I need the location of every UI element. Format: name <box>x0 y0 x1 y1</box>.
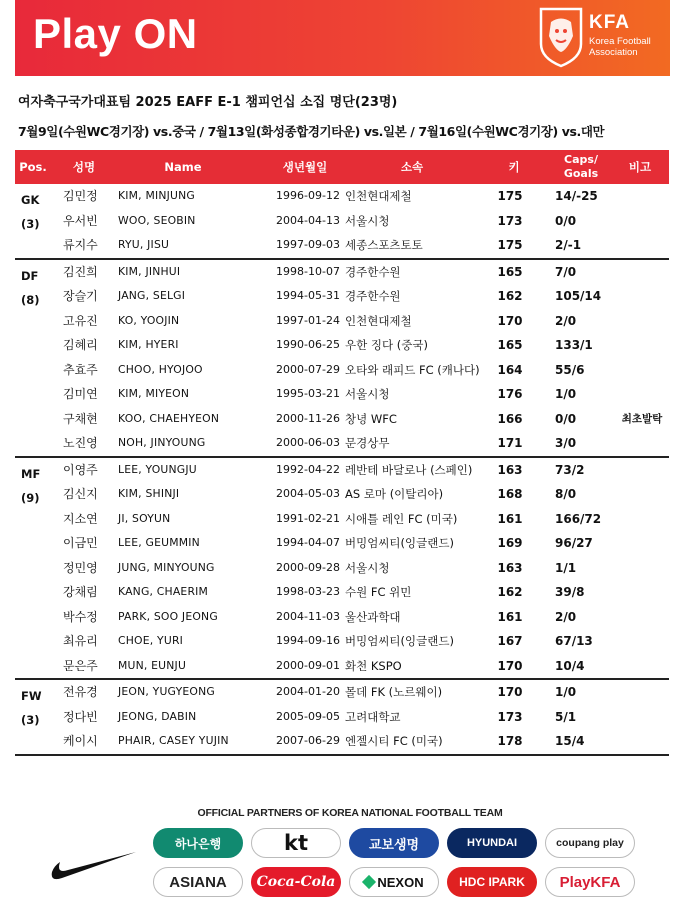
player-caps-goals: 10/4 <box>555 658 585 673</box>
header-pos: Pos. <box>19 160 47 174</box>
player-club: 세종스포츠토토 <box>345 238 423 252</box>
player-english-name: NOH, JINYOUNG <box>118 436 206 449</box>
table-row <box>15 309 669 334</box>
kfa-tiger-shield-icon <box>537 6 585 68</box>
player-note <box>615 233 669 258</box>
table-row <box>15 358 669 383</box>
player-birthdate: 1997-09-03 <box>276 238 340 251</box>
player-club: 인천현대제철 <box>345 189 412 203</box>
position-name: DF <box>21 268 39 283</box>
player-height: 164 <box>497 362 523 377</box>
partner-hana-label: 하나은행 <box>174 836 222 851</box>
nike-swoosh-icon <box>48 842 138 882</box>
table-row <box>15 233 669 258</box>
player-club: 고려대학교 <box>345 709 401 724</box>
player-club: 우한 징다 (중국) <box>345 338 428 352</box>
header-caps <box>555 150 607 184</box>
player-english-name: LEE, YOUNGJU <box>118 462 197 476</box>
position-name: MF <box>21 466 41 481</box>
position-count: (3) <box>21 217 40 231</box>
partner-asiana <box>153 867 243 897</box>
player-note <box>615 580 669 605</box>
partner-nexon <box>349 867 439 897</box>
player-birthdate: 1998-03-23 <box>276 585 340 598</box>
squad-heading: 여자축구국가대표팀 2025 EAFF E-1 챔피언십 소집 명단(23명) <box>18 95 398 110</box>
player-height: 163 <box>497 462 523 477</box>
player-caps-goals: 96/27 <box>555 536 593 550</box>
player-korean-name: 정다빈 <box>63 709 98 724</box>
player-note: 최초발탁 <box>621 412 663 425</box>
player-note <box>615 482 669 507</box>
partner-coupang-label: coupang play <box>556 837 624 849</box>
player-birthdate: 2000-09-28 <box>276 560 340 574</box>
player-english-name: JEONG, DABIN <box>118 709 197 723</box>
player-caps-goals: 5/1 <box>555 709 577 724</box>
player-birthdate: 1994-09-16 <box>276 634 340 647</box>
player-caps-goals: 166/72 <box>555 511 602 526</box>
player-note <box>615 260 669 285</box>
player-birthdate: 1992-04-22 <box>276 462 340 476</box>
partner-hana-bank <box>153 828 243 858</box>
player-korean-name: 우서빈 <box>63 213 98 228</box>
player-english-name: JUNG, MINYOUNG <box>118 560 215 574</box>
player-birthdate: 2004-05-03 <box>276 487 340 500</box>
player-club: 오타와 래피드 FC (캐나다) <box>345 362 480 377</box>
kfa-abbreviation: KFA <box>589 12 630 33</box>
player-caps-goals: 55/6 <box>555 362 585 377</box>
player-english-name: MUN, EUNJU <box>118 658 187 672</box>
player-caps-goals: 105/14 <box>555 289 602 303</box>
player-caps-goals: 67/13 <box>555 634 593 648</box>
player-height: 166 <box>497 411 523 426</box>
player-club: 서울시청 <box>345 387 390 401</box>
player-caps-goals: 0/0 <box>555 213 577 228</box>
player-height: 162 <box>497 585 523 599</box>
player-caps-goals: 1/0 <box>555 685 577 699</box>
player-height: 173 <box>497 213 523 228</box>
player-caps-goals: 2/0 <box>555 609 577 624</box>
player-korean-name: 노진영 <box>63 436 98 450</box>
player-english-name: KIM, MINJUNG <box>118 189 195 202</box>
position-group-fw <box>15 680 669 756</box>
player-korean-name: 김미연 <box>63 387 98 401</box>
player-note <box>615 382 669 407</box>
player-height: 176 <box>497 387 523 401</box>
player-birthdate: 2000-09-01 <box>276 658 340 672</box>
player-korean-name: 문은주 <box>63 658 98 673</box>
player-note <box>615 556 669 581</box>
player-club: 인천현대제철 <box>345 313 412 328</box>
player-club: 몰데 FK (노르웨이) <box>345 685 443 699</box>
nexon-mark-icon <box>362 875 376 889</box>
table-row <box>15 333 669 358</box>
player-note <box>615 729 669 754</box>
partner-hdc-ipark <box>447 867 537 897</box>
player-height: 175 <box>497 189 523 203</box>
partner-coke-label: Coca-Cola <box>256 874 336 890</box>
position-count: (9) <box>21 490 40 505</box>
player-height: 170 <box>497 313 523 328</box>
banner-title: Play ON <box>33 10 198 57</box>
player-birthdate: 2004-04-13 <box>276 213 340 227</box>
player-english-name: KIM, MIYEON <box>118 387 190 400</box>
player-english-name: JANG, SELGI <box>118 289 186 302</box>
player-caps-goals: 1/1 <box>555 560 577 575</box>
table-row <box>15 184 669 209</box>
player-note <box>615 431 669 456</box>
table-row <box>15 407 669 432</box>
player-caps-goals: 15/4 <box>555 734 585 748</box>
table-row <box>15 209 669 234</box>
player-note <box>615 629 669 654</box>
kfa-logo <box>537 6 677 68</box>
player-height: 178 <box>497 734 523 748</box>
table-row <box>15 605 669 630</box>
player-club: 서울시청 <box>345 560 390 575</box>
player-club: 경주한수원 <box>345 289 401 303</box>
match-schedule: 7월9일(수원WC경기장) vs.중국 / 7월13일(화성종합경기타운) vs.일본 / 7월16일(수원WC경기장) vs.대만 <box>18 124 605 139</box>
partner-hyundai <box>447 828 537 858</box>
player-birthdate: 2000-11-26 <box>276 411 340 425</box>
position-name: GK <box>21 193 40 207</box>
player-note <box>615 680 669 705</box>
player-korean-name: 최유리 <box>63 634 98 648</box>
player-caps-goals: 1/0 <box>555 387 577 401</box>
player-english-name: KIM, JINHUI <box>118 264 181 278</box>
header-club: 소속 <box>400 160 424 174</box>
player-height: 170 <box>497 658 523 673</box>
player-caps-goals: 133/1 <box>555 338 593 352</box>
kfa-full-name: Korea Football Association <box>589 36 651 58</box>
player-korean-name: 김민정 <box>63 189 98 203</box>
partner-hyundai-label: HYUNDAI <box>466 837 518 849</box>
player-korean-name: 김신지 <box>63 487 98 501</box>
player-note <box>615 309 669 334</box>
player-korean-name: 구채현 <box>63 411 98 426</box>
table-row <box>15 705 669 730</box>
player-note <box>615 184 669 209</box>
player-korean-name: 지소연 <box>63 511 98 526</box>
position-name: FW <box>21 689 42 703</box>
player-height: 168 <box>497 487 523 501</box>
player-caps-goals: 2/-1 <box>555 238 582 252</box>
player-birthdate: 1994-04-07 <box>276 536 340 549</box>
player-english-name: PARK, SOO JEONG <box>118 609 218 623</box>
player-english-name: JI, SOYUN <box>118 511 171 525</box>
player-height: 169 <box>497 536 523 550</box>
table-row <box>15 458 669 483</box>
player-club: 서울시청 <box>345 213 390 228</box>
player-english-name: KO, YOOJIN <box>118 313 180 327</box>
partner-kt <box>251 828 341 858</box>
player-caps-goals: 0/0 <box>555 411 577 426</box>
squad-table <box>15 150 669 756</box>
partner-playkfa-label: PlayKFA <box>559 873 621 891</box>
player-note <box>615 654 669 679</box>
player-korean-name: 김진희 <box>63 264 98 279</box>
player-note <box>615 209 669 234</box>
player-height: 165 <box>497 338 523 352</box>
player-korean-name: 김혜리 <box>63 338 98 352</box>
player-caps-goals: 73/2 <box>555 462 585 477</box>
player-korean-name: 케이시 <box>63 734 98 748</box>
table-row <box>15 531 669 556</box>
player-club: 경주한수원 <box>345 264 401 279</box>
header-note: 비고 <box>628 160 652 174</box>
table-row <box>15 580 669 605</box>
position-group-gk <box>15 184 669 260</box>
player-birthdate: 2007-06-29 <box>276 734 340 747</box>
player-club: 버밍엄씨티(잉글랜드) <box>345 634 454 648</box>
partner-playkfa <box>545 867 635 897</box>
table-row <box>15 284 669 309</box>
table-row <box>15 556 669 581</box>
partner-hdc-label: HDC IPARK <box>459 875 525 889</box>
table-body <box>15 184 669 756</box>
player-height: 165 <box>497 264 523 279</box>
player-height: 162 <box>497 289 523 303</box>
table-row <box>15 382 669 407</box>
player-korean-name: 장슬기 <box>63 289 98 303</box>
player-english-name: KOO, CHAEHYEON <box>118 411 220 425</box>
player-caps-goals: 2/0 <box>555 313 577 328</box>
player-height: 173 <box>497 709 523 724</box>
header-dob: 생년월일 <box>282 160 328 174</box>
player-english-name: KIM, SHINJI <box>118 487 180 500</box>
player-birthdate: 2000-06-03 <box>276 436 340 449</box>
player-korean-name: 정민영 <box>63 560 98 575</box>
player-club: 창녕 WFC <box>345 411 397 426</box>
player-club: AS 로마 (이탈리아) <box>345 487 444 501</box>
player-note <box>615 705 669 730</box>
header-kname: 성명 <box>72 160 96 174</box>
player-korean-name: 강채림 <box>63 585 98 599</box>
player-birthdate: 1995-03-21 <box>276 387 340 400</box>
table-row <box>15 654 669 679</box>
player-club: 수원 FC 위민 <box>345 585 412 599</box>
partner-coupang-play <box>545 828 635 858</box>
header-banner <box>15 0 670 76</box>
player-caps-goals: 3/0 <box>555 436 577 450</box>
player-note <box>615 333 669 358</box>
player-club: 레반테 바달로나 (스페인) <box>345 462 473 477</box>
partner-kyobo-label: 교보생명 <box>368 836 420 852</box>
player-note <box>615 284 669 309</box>
player-korean-name: 류지수 <box>63 238 98 252</box>
player-caps-goals: 39/8 <box>555 585 585 599</box>
player-height: 163 <box>497 560 523 575</box>
table-row <box>15 507 669 532</box>
partner-asiana-label: ASIANA <box>169 873 227 891</box>
player-english-name: JEON, YUGYEONG <box>118 685 215 698</box>
player-english-name: WOO, SEOBIN <box>118 213 196 227</box>
player-birthdate: 1996-09-12 <box>276 189 340 202</box>
player-birthdate: 1991-02-21 <box>276 511 340 525</box>
table-header <box>15 150 669 184</box>
player-korean-name: 이영주 <box>63 462 98 477</box>
player-club: 버밍엄씨티(잉글랜드) <box>345 536 454 550</box>
header-caps-line1: Caps/ <box>564 153 598 166</box>
table-row <box>15 482 669 507</box>
partner-nexon-label: NEXON <box>377 874 424 890</box>
player-note <box>615 358 669 383</box>
table-row <box>15 680 669 705</box>
player-note <box>615 507 669 532</box>
player-height: 167 <box>497 634 523 648</box>
partner-kt-label: kt <box>283 831 308 855</box>
player-korean-name: 추효주 <box>63 362 98 377</box>
player-english-name: PHAIR, CASEY YUJIN <box>118 734 229 747</box>
table-row <box>15 629 669 654</box>
header-caps-line2: Goals <box>563 167 599 180</box>
player-birthdate: 2005-09-05 <box>276 709 340 723</box>
player-caps-goals: 7/0 <box>555 264 577 279</box>
player-club: 문경상무 <box>345 436 390 450</box>
player-height: 161 <box>497 609 523 624</box>
position-group-mf <box>15 458 669 681</box>
player-korean-name: 이금민 <box>63 536 98 550</box>
player-english-name: RYU, JISU <box>118 238 170 251</box>
player-birthdate: 1994-05-31 <box>276 289 340 302</box>
partner-coca-cola <box>251 867 341 897</box>
player-birthdate: 1998-10-07 <box>276 264 340 278</box>
player-club: 시애틀 레인 FC (미국) <box>345 511 458 526</box>
player-height: 171 <box>497 436 523 450</box>
player-english-name: LEE, GEUMMIN <box>118 536 200 549</box>
header-height: 키 <box>508 160 520 174</box>
position-count: (8) <box>21 292 40 307</box>
player-english-name: CHOO, HYOJOO <box>118 362 203 376</box>
header-ename: Name <box>164 160 202 174</box>
player-birthdate: 2000-07-29 <box>276 362 340 376</box>
position-count: (3) <box>21 713 40 727</box>
player-height: 161 <box>497 511 523 526</box>
player-english-name: KANG, CHAERIM <box>118 585 209 598</box>
partners-title: OFFICIAL PARTNERS OF KOREA NATIONAL FOOTBALL TEAM <box>197 807 503 819</box>
player-note <box>615 531 669 556</box>
player-korean-name: 고유진 <box>63 313 98 328</box>
player-caps-goals: 8/0 <box>555 487 577 501</box>
player-caps-goals: 14/-25 <box>555 189 598 203</box>
table-row <box>15 729 669 754</box>
player-club: 화천 KSPO <box>345 658 402 673</box>
player-club: 울산과학대 <box>345 609 401 624</box>
player-english-name: KIM, HYERI <box>118 338 179 351</box>
player-birthdate: 2004-01-20 <box>276 685 340 698</box>
player-club: 엔젤시티 FC (미국) <box>345 734 443 748</box>
position-group-df <box>15 260 669 458</box>
player-note <box>615 458 669 483</box>
player-height: 175 <box>497 238 523 252</box>
player-birthdate: 1997-01-24 <box>276 313 340 327</box>
table-row <box>15 431 669 456</box>
player-height: 170 <box>497 685 523 699</box>
player-birthdate: 2004-11-03 <box>276 609 340 623</box>
partner-kyobo <box>349 828 439 858</box>
player-birthdate: 1990-06-25 <box>276 338 340 351</box>
player-note <box>615 605 669 630</box>
player-korean-name: 전유경 <box>63 685 98 699</box>
player-english-name: CHOE, YURI <box>118 634 184 647</box>
player-korean-name: 박수정 <box>63 609 98 624</box>
table-row <box>15 260 669 285</box>
